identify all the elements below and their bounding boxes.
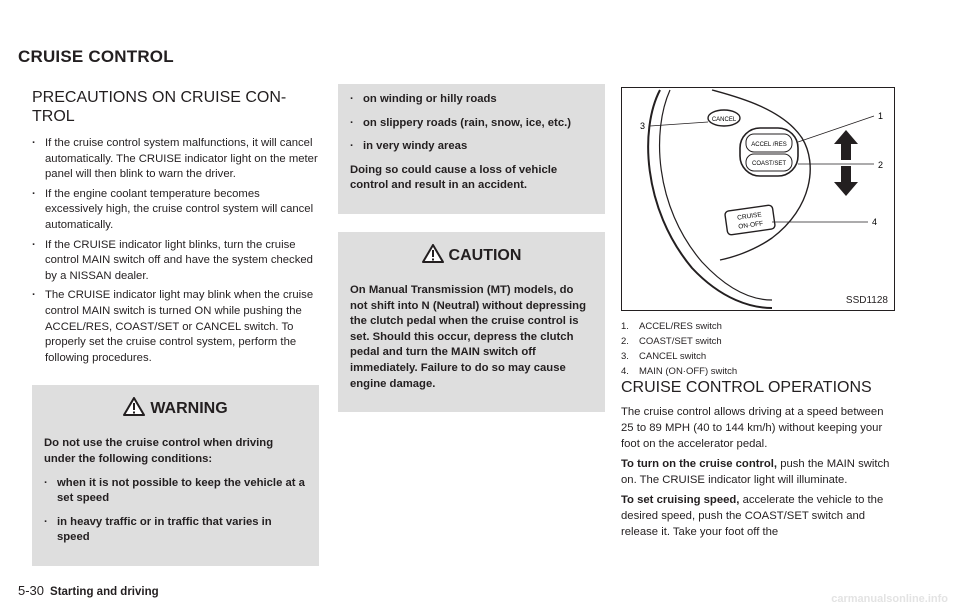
list-item: . when it is not possible to keep the vehicle at a set speed	[44, 476, 307, 507]
list-item: . on winding or hilly roads	[350, 92, 593, 108]
list-item: . The CRUISE indicator light may blink when the cruise control MAIN switch is turned ON while pushing the ACCEL/RES, COAST/SET or CANCEL switch. To properly set the cruise control system, perform the following procedures.	[32, 288, 319, 366]
section-name: Starting and driving	[50, 586, 159, 598]
callout-number: 4	[872, 217, 878, 227]
page-number: 5-30	[18, 583, 45, 598]
coast-switch-text: COAST/SET	[751, 161, 787, 167]
warning-box-continued	[338, 84, 605, 214]
legend-number: 1.	[621, 321, 629, 332]
figure-code: SSD1128	[845, 295, 888, 306]
warning-list-b	[350, 92, 593, 155]
caution-text: On Manual Transmission (MT) models, do not shift into N (Neutral) without depressing the clutch pedal when the cruise control is set. Should this occur, depress the clutch pedal and turn the MAIN switch off immediately. Failure to do so may cause engine damage.	[350, 283, 586, 390]
cancel-switch-text: CANCEL	[711, 117, 737, 123]
precautions-heading: PRECAUTIONS ON CRUISE CON- TROL	[32, 89, 287, 125]
callout-number: 3	[640, 121, 646, 131]
set-speed-paragraph	[621, 492, 895, 540]
warning-intro: Do not use the cruise control when driving under the following conditions:	[44, 437, 274, 465]
list-item: . in very windy areas	[350, 139, 593, 155]
callout-number: 1	[878, 111, 884, 121]
legend-text: COAST/SET switch	[639, 336, 722, 347]
caution-header	[350, 244, 593, 265]
warning-label: WARNING	[150, 400, 228, 418]
page-title: CRUISE CONTROL	[18, 47, 174, 66]
legend-item	[621, 349, 895, 364]
steering-wheel-switch-illustration	[622, 88, 894, 310]
warning-triangle-icon	[123, 397, 145, 416]
legend-text: ACCEL/RES switch	[639, 321, 722, 332]
cruise-switch-text: CRUISE	[736, 211, 763, 222]
caution-label: CAUTION	[448, 246, 522, 264]
watermark: carmanualsonline.info	[831, 593, 948, 605]
callout-number: 2	[878, 160, 884, 170]
operations-heading: CRUISE CONTROL OPERATIONS	[621, 379, 872, 396]
list-item: . on slippery roads (rain, snow, ice, etc.)	[350, 116, 593, 132]
warning-box	[32, 385, 319, 566]
steering-switch-figure	[621, 87, 895, 311]
accel-switch-text: ACCEL /RES	[751, 142, 787, 148]
turn-on-text: push the MAIN switch on. The CRUISE indicator light will illuminate.	[621, 458, 890, 486]
list-item: . in heavy traffic or in traffic that varies in speed	[44, 515, 307, 546]
column-left	[32, 88, 319, 566]
set-text: accelerate the vehicle to the desired speed, push the COAST/SET switch and release it. Take your foot off the	[621, 494, 884, 538]
list-item: . If the CRUISE indicator light blinks, turn the cruise control MAIN switch off and have the system checked by a NISSAN dealer.	[32, 238, 319, 285]
set-label: To set cruising speed,	[621, 494, 740, 506]
legend-number: 4.	[621, 366, 629, 377]
legend-number: 2.	[621, 336, 629, 347]
legend-number: 3.	[621, 351, 629, 362]
warning-outro: Doing so could cause a loss of vehicle control and result in an accident.	[350, 163, 558, 192]
caution-box	[338, 232, 605, 412]
warning-list-a	[44, 476, 307, 546]
warning-triangle-icon	[422, 244, 444, 263]
operations-intro: The cruise control allows driving at a speed between 25 to 89 MPH (40 to 144 km/h) without keeping your foot on the accelerator pedal.	[621, 406, 884, 450]
column-middle	[338, 84, 605, 412]
legend-item	[621, 334, 895, 349]
legend-text: CANCEL switch	[639, 351, 707, 362]
precautions-list	[32, 136, 319, 366]
legend-item	[621, 364, 895, 379]
turn-on-paragraph	[621, 456, 895, 488]
list-item: . If the engine coolant temperature becomes excessively high, the cruise control system will cancel automatically.	[32, 187, 319, 234]
figure-legend	[621, 319, 895, 379]
page-footer	[18, 583, 159, 598]
warning-header	[44, 397, 307, 418]
list-item: . If the cruise control system malfunctions, it will cancel automatically. The CRUISE indicator light on the meter panel will then blink to warn the driver.	[32, 136, 319, 183]
onoff-switch-text: ON·OFF	[737, 220, 764, 231]
legend-text: MAIN (ON·OFF) switch	[639, 366, 738, 377]
legend-item	[621, 319, 895, 334]
turn-on-label: To turn on the cruise control,	[621, 458, 778, 470]
column-right	[621, 87, 895, 544]
